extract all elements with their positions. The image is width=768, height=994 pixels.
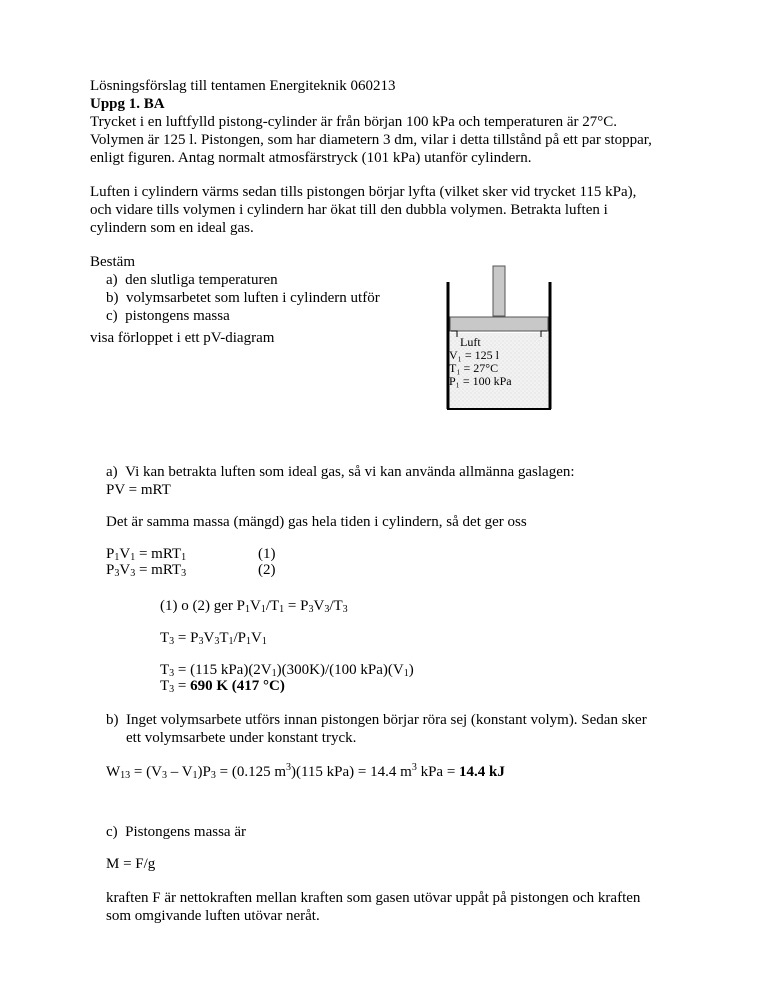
t3-formula: $T_3 = P_3V_3T_1/P_1V_1$ bbox=[160, 630, 267, 647]
equation-2-tag: (2) bbox=[258, 562, 276, 578]
task-item-c: c) pistongens massa bbox=[106, 308, 230, 324]
task-item-a: a) den slutliga temperaturen bbox=[106, 272, 278, 288]
solution-b-line-2: ett volymsarbete under konstant tryck. bbox=[126, 730, 357, 746]
force-text-2: som omgivande luften utövar neråt. bbox=[106, 908, 320, 924]
task-heading: Uppg 1. BA bbox=[90, 96, 165, 112]
piston-rod bbox=[493, 266, 505, 316]
equation-2: $P_3V_3 = mRT_3$ bbox=[106, 562, 187, 579]
problem-line-5: och vidare tills volymen i cylindern har ökat till den dubbla volymen. Betrakta luften i bbox=[90, 202, 608, 218]
work-result-value: 14.4 kJ bbox=[459, 764, 505, 780]
problem-line-3: enligt figuren. Antag normalt atmosfärstryck (101 kPa) utanför cylindern. bbox=[90, 150, 532, 166]
problem-line-6: cylindern som en ideal gas. bbox=[90, 220, 254, 236]
gas-law: PV = mRT bbox=[106, 482, 171, 498]
problem-line-4: Luften i cylindern värms sedan tills pistongen börjar lyfta (vilket sker vid trycket 115 kPa), bbox=[90, 184, 637, 200]
force-text-1: kraften F är nettokraften mellan kraften som gasen utövar uppåt på pistongen och kraften bbox=[106, 890, 641, 906]
equation-1-tag: (1) bbox=[258, 546, 276, 562]
diagram-request: visa förloppet i ett pV-diagram bbox=[90, 330, 275, 346]
piston-head bbox=[450, 317, 548, 331]
work-equation: $W_{13} = (V_3 - V_1)P_3 = (0.125$ $m^3)(115$ kPa) = 14.4 $m^3$ kPa = 14.4 kJ bbox=[106, 762, 505, 781]
figure-gas-label: Luft bbox=[460, 335, 481, 349]
equation-1: $P_1V_1 = mRT_1$ bbox=[106, 546, 187, 563]
solution-b-line-1: b) Inget volymsarbete utförs innan pistongen börjar röra sej (konstant volym). Sedan sker bbox=[106, 712, 647, 728]
figure-t1-label: T₁ = 27°C bbox=[449, 361, 499, 375]
combined-equation: (1) o (2) ger $P_1V_1/T_1 = P_3V_3/T_3$ bbox=[160, 598, 348, 615]
piston-cylinder-figure bbox=[438, 264, 560, 410]
determine-label: Bestäm bbox=[90, 254, 135, 270]
t3-result-value: 690 K (417 °C) bbox=[190, 678, 285, 694]
mass-formula: M = F/g bbox=[106, 856, 156, 872]
t3-result: $T_3 = 690$ K (417 °C) bbox=[160, 678, 285, 695]
t3-substitution: $T_3 = (115$ $kPa)(2V_1)(300K)/(100$ $kPa)(V_1)$ bbox=[160, 662, 414, 679]
figure-p1-label: P₁ = 100 kPa bbox=[449, 374, 512, 388]
problem-line-2: Volymen är 125 l. Pistongen, som har diametern 3 dm, vilar i detta tillstånd på ett par stoppar, bbox=[90, 132, 652, 148]
solution-a-intro: a) Vi kan betrakta luften som ideal gas, så vi kan använda allmänna gaslagen: bbox=[106, 464, 575, 480]
doc-title: Lösningsförslag till tentamen Energiteknik 060213 bbox=[90, 78, 396, 94]
figure-v1-label: V₁ = 125 l bbox=[449, 348, 499, 362]
problem-line-1: Trycket i en luftfylld pistong-cylinder är från början 100 kPa och temperaturen är 27°C. bbox=[90, 114, 617, 130]
same-mass-text: Det är samma massa (mängd) gas hela tiden i cylindern, så det ger oss bbox=[106, 514, 527, 530]
solution-c-intro: c) Pistongens massa är bbox=[106, 824, 246, 840]
task-item-b: b) volymsarbetet som luften i cylindern utför bbox=[106, 290, 380, 306]
